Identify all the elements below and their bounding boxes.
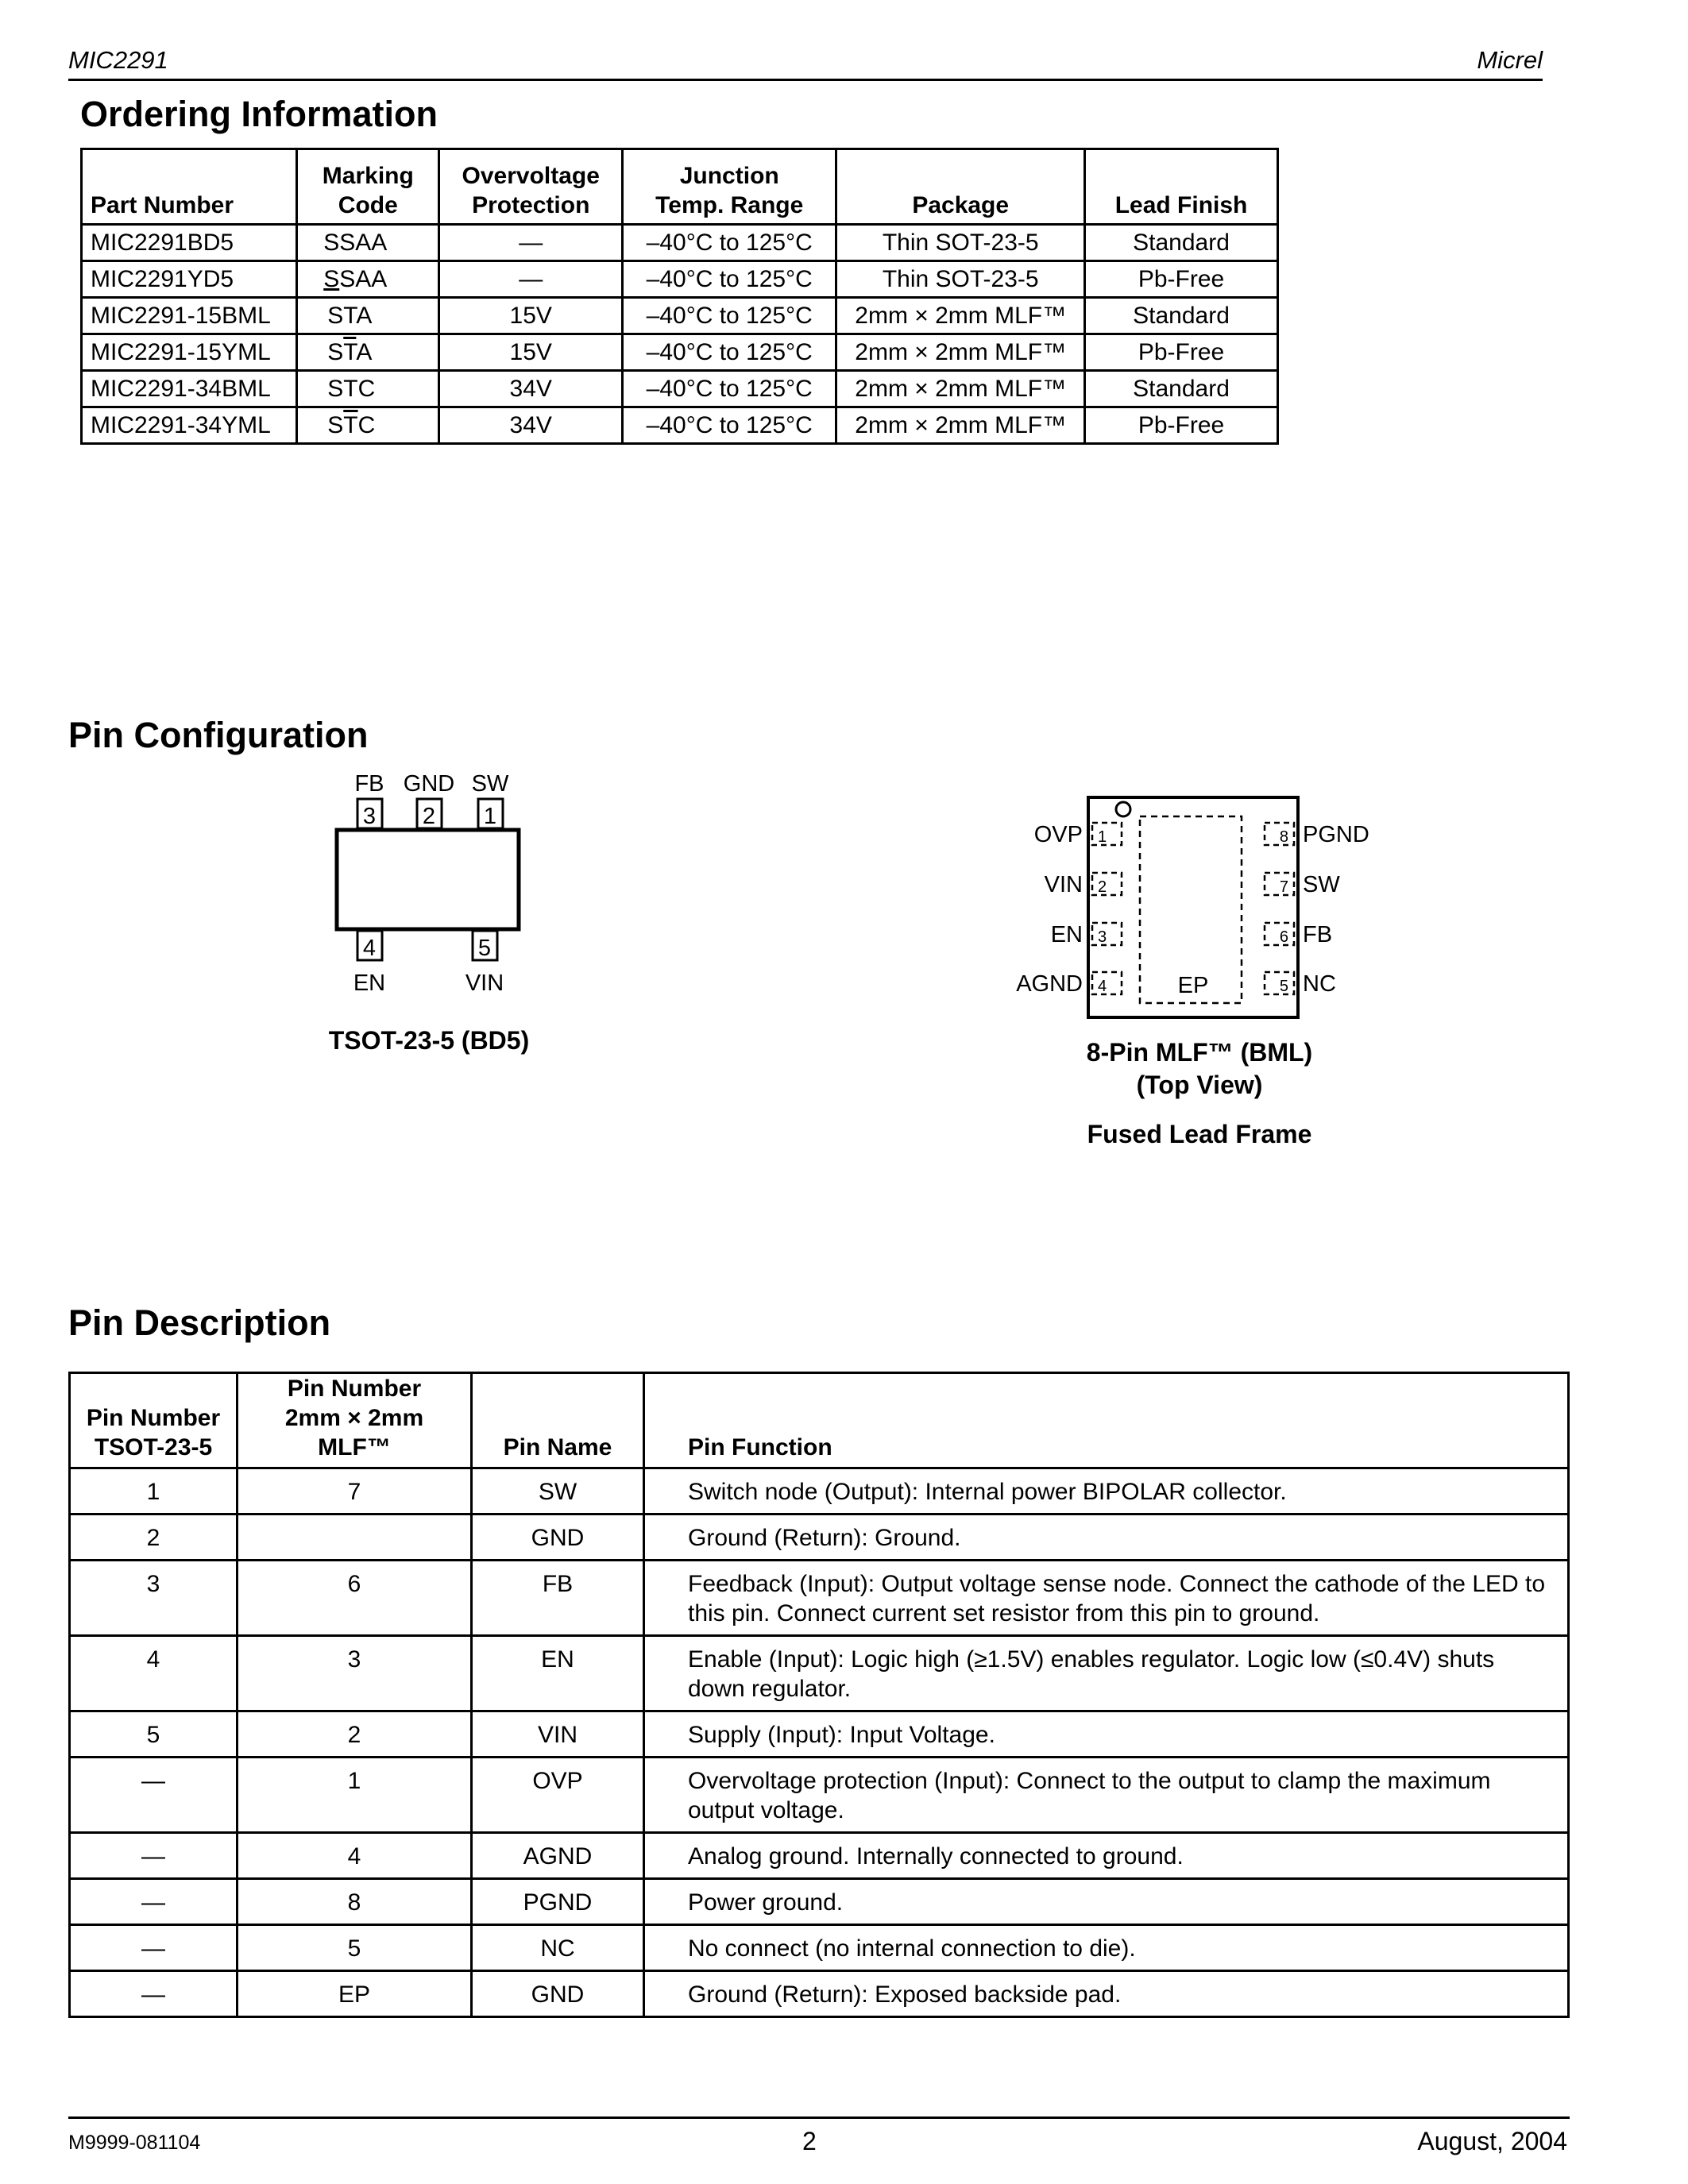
- pin-number: 2: [422, 804, 436, 829]
- ordering-table: [80, 148, 1279, 445]
- col-pin-name: Pin Name: [472, 1373, 644, 1468]
- pin-number: 5: [477, 936, 492, 961]
- pin-number: 5: [1279, 978, 1288, 995]
- pin-tsot: 5: [70, 1711, 238, 1758]
- doc-header-company: Micrel: [1477, 46, 1543, 74]
- pin-desc-header-row: [70, 1373, 1569, 1468]
- table-row: [70, 1711, 1569, 1758]
- package: 2mm × 2mm MLF™: [836, 298, 1085, 334]
- pin-label-en: EN: [1050, 922, 1083, 947]
- temp-range: –40°C to 125°C: [623, 407, 836, 444]
- package: Thin SOT-23-5: [836, 261, 1085, 298]
- overvoltage: —: [439, 225, 623, 261]
- marking-code: STC: [297, 371, 439, 407]
- col-marking-code: Marking Code: [297, 149, 439, 225]
- pin-name: GND: [472, 1971, 644, 2017]
- pin-tsot: 4: [70, 1636, 238, 1711]
- pin-name: NC: [472, 1925, 644, 1971]
- ordering-title: Ordering Information: [80, 94, 438, 134]
- table-row: [82, 407, 1278, 444]
- pin-name: EN: [472, 1636, 644, 1711]
- temp-range: –40°C to 125°C: [623, 371, 836, 407]
- mlf-caption: 8-Pin MLF™ (BML): [1086, 1038, 1313, 1067]
- pin1-marker-icon: [1116, 802, 1130, 816]
- tsot-caption: TSOT-23-5 (BD5): [328, 1026, 530, 1055]
- header-rule: [68, 79, 1543, 81]
- pin-name: AGND: [472, 1833, 644, 1879]
- package: 2mm × 2mm MLF™: [836, 334, 1085, 371]
- table-row: [70, 1971, 1569, 2017]
- pin-tsot: 2: [70, 1515, 238, 1561]
- table-row: [70, 1636, 1569, 1711]
- temp-range: –40°C to 125°C: [623, 334, 836, 371]
- marking-code: SSAA: [297, 225, 439, 261]
- mlf-caption-frame: Fused Lead Frame: [1087, 1120, 1312, 1148]
- pin-name: FB: [472, 1561, 644, 1636]
- col-overvoltage: Overvoltage Protection: [439, 149, 623, 225]
- ordering-header-row: [82, 149, 1278, 225]
- col-part-number: Part Number: [82, 149, 297, 225]
- pin-tsot: —: [70, 1925, 238, 1971]
- lead-finish: Standard: [1085, 298, 1278, 334]
- pin-label-nc: NC: [1303, 971, 1336, 997]
- part-number: MIC2291-15YML: [82, 334, 297, 371]
- pin-number: 2: [1098, 878, 1107, 896]
- pin-name: GND: [472, 1515, 644, 1561]
- pin-number: 4: [362, 936, 377, 961]
- table-row: [70, 1758, 1569, 1833]
- pin-function: No connect (no internal connection to die).: [644, 1925, 1569, 1971]
- tsot-body: [337, 830, 519, 929]
- doc-date: August, 2004: [1417, 2127, 1567, 2155]
- pin-mlf: 4: [238, 1833, 472, 1879]
- pin-label-agnd: AGND: [1016, 971, 1083, 997]
- temp-range: –40°C to 125°C: [623, 225, 836, 261]
- pin-name: SW: [472, 1468, 644, 1515]
- pin-desc-title: Pin Description: [68, 1302, 331, 1343]
- overvoltage: —: [439, 261, 623, 298]
- pin-name: OVP: [472, 1758, 644, 1833]
- pin-function: Switch node (Output): Internal power BIPOLAR collector.: [644, 1468, 1569, 1515]
- exposed-pad-label: EP: [1177, 973, 1209, 998]
- pin-mlf: 3: [238, 1636, 472, 1711]
- marking-code: $S\overline{T}C$: [297, 407, 439, 444]
- col-pin-mlf: Pin Number 2mm × 2mm MLF™: [238, 1373, 472, 1468]
- lead-finish: Pb-Free: [1085, 261, 1278, 298]
- temp-range: –40°C to 125°C: [623, 298, 836, 334]
- package: 2mm × 2mm MLF™: [836, 371, 1085, 407]
- pin-function: Enable (Input): Logic high (≥1.5V) enables regulator. Logic low (≤0.4V) shuts down regulator.: [644, 1636, 1569, 1711]
- pad-1: [1092, 823, 1122, 845]
- marking-code: SSAA: [297, 261, 439, 298]
- table-row: [70, 1468, 1569, 1515]
- pin-tsot: —: [70, 1879, 238, 1925]
- pin-mlf: 7: [238, 1468, 472, 1515]
- pin-function: Power ground.: [644, 1879, 1569, 1925]
- part-number: MIC2291YD5: [82, 261, 297, 298]
- table-row: [70, 1879, 1569, 1925]
- temp-range: –40°C to 125°C: [623, 261, 836, 298]
- pin-number: 3: [1098, 928, 1107, 946]
- pin-label-fb: FB: [354, 771, 384, 797]
- pin-function: Ground (Return): Exposed backside pad.: [644, 1971, 1569, 2017]
- pin-number: 4: [1098, 978, 1107, 995]
- table-row: [82, 371, 1278, 407]
- pin-number: 1: [483, 804, 497, 829]
- table-row: [82, 298, 1278, 334]
- lead-finish: Pb-Free: [1085, 407, 1278, 444]
- pin-name: VIN: [472, 1711, 644, 1758]
- table-row: [70, 1561, 1569, 1636]
- col-pin-function: Pin Function: [644, 1373, 1569, 1468]
- page-number: 2: [802, 2127, 817, 2155]
- pin-mlf: 5: [238, 1925, 472, 1971]
- pin-tsot: 1: [70, 1468, 238, 1515]
- overvoltage: 34V: [439, 407, 623, 444]
- marking-code: STA: [297, 298, 439, 334]
- table-row: [70, 1925, 1569, 1971]
- pin-number: 6: [1279, 928, 1288, 946]
- table-row: [82, 334, 1278, 371]
- doc-number: M9999-081104: [68, 2132, 201, 2154]
- footer-rule: [68, 2116, 1570, 2119]
- overvoltage: 34V: [439, 371, 623, 407]
- col-junction-temp: Junction Temp. Range: [623, 149, 836, 225]
- pin-mlf: 2: [238, 1711, 472, 1758]
- tsot-diagram: [302, 762, 564, 1024]
- col-pin-tsot: Pin Number TSOT-23-5: [70, 1373, 238, 1468]
- pin-tsot: 3: [70, 1561, 238, 1636]
- part-number: MIC2291-34BML: [82, 371, 297, 407]
- pin-function: Analog ground. Internally connected to ground.: [644, 1833, 1569, 1879]
- part-number: MIC2291-15BML: [82, 298, 297, 334]
- pin-description-table: [68, 1372, 1570, 2018]
- pin-number: 7: [1279, 878, 1288, 896]
- lead-finish: Standard: [1085, 225, 1278, 261]
- pad-3: [1092, 923, 1122, 945]
- pin-label-vin: VIN: [1044, 872, 1083, 897]
- table-row: [70, 1515, 1569, 1561]
- pin-mlf: EP: [238, 1971, 472, 2017]
- table-row: [82, 261, 1278, 298]
- pad-4: [1092, 972, 1122, 994]
- pin-label-sw: SW: [1303, 872, 1340, 897]
- mlf-caption-view: (Top View): [1136, 1071, 1263, 1099]
- pin-label-vin: VIN: [465, 970, 504, 996]
- lead-finish: Standard: [1085, 371, 1278, 407]
- pin-function: Ground (Return): Ground.: [644, 1515, 1569, 1561]
- pin-tsot: —: [70, 1971, 238, 2017]
- pin-mlf: [238, 1515, 472, 1561]
- table-row: [70, 1833, 1569, 1879]
- pin-mlf: 1: [238, 1758, 472, 1833]
- pin-label-en: EN: [353, 970, 386, 996]
- pin-mlf: 8: [238, 1879, 472, 1925]
- mlf-diagram: [977, 794, 1422, 1032]
- table-row: [82, 225, 1278, 261]
- col-lead-finish: Lead Finish: [1085, 149, 1278, 225]
- pin-label-fb: FB: [1303, 922, 1333, 947]
- col-package: Package: [836, 149, 1085, 225]
- pin-function: Supply (Input): Input Voltage.: [644, 1711, 1569, 1758]
- overvoltage: 15V: [439, 334, 623, 371]
- package: 2mm × 2mm MLF™: [836, 407, 1085, 444]
- package: Thin SOT-23-5: [836, 225, 1085, 261]
- pin-tsot: —: [70, 1758, 238, 1833]
- pin-label-sw: SW: [471, 771, 509, 797]
- pin-number: 1: [1098, 828, 1107, 846]
- lead-finish: Pb-Free: [1085, 334, 1278, 371]
- pin-label-gnd: GND: [403, 771, 455, 797]
- pin-label-pgnd: PGND: [1303, 822, 1369, 847]
- pin-label-ovp: OVP: [1033, 822, 1083, 847]
- pin-number: 3: [362, 804, 377, 829]
- pin-number: 8: [1279, 828, 1288, 846]
- pad-2: [1092, 873, 1122, 895]
- part-number: MIC2291-34YML: [82, 407, 297, 444]
- marking-code: $S\overline{T}A$: [297, 334, 439, 371]
- pin-mlf: 6: [238, 1561, 472, 1636]
- pin-function: Feedback (Input): Output voltage sense node. Connect the cathode of the LED to this pin. Connect current set resistor from this pin to ground.: [644, 1561, 1569, 1636]
- pin-config-title: Pin Configuration: [68, 715, 369, 755]
- overvoltage: 15V: [439, 298, 623, 334]
- pin-tsot: —: [70, 1833, 238, 1879]
- pin-name: PGND: [472, 1879, 644, 1925]
- doc-header-part: MIC2291: [68, 46, 168, 74]
- part-number: MIC2291BD5: [82, 225, 297, 261]
- pin-function: Overvoltage protection (Input): Connect to the output to clamp the maximum output voltage.: [644, 1758, 1569, 1833]
